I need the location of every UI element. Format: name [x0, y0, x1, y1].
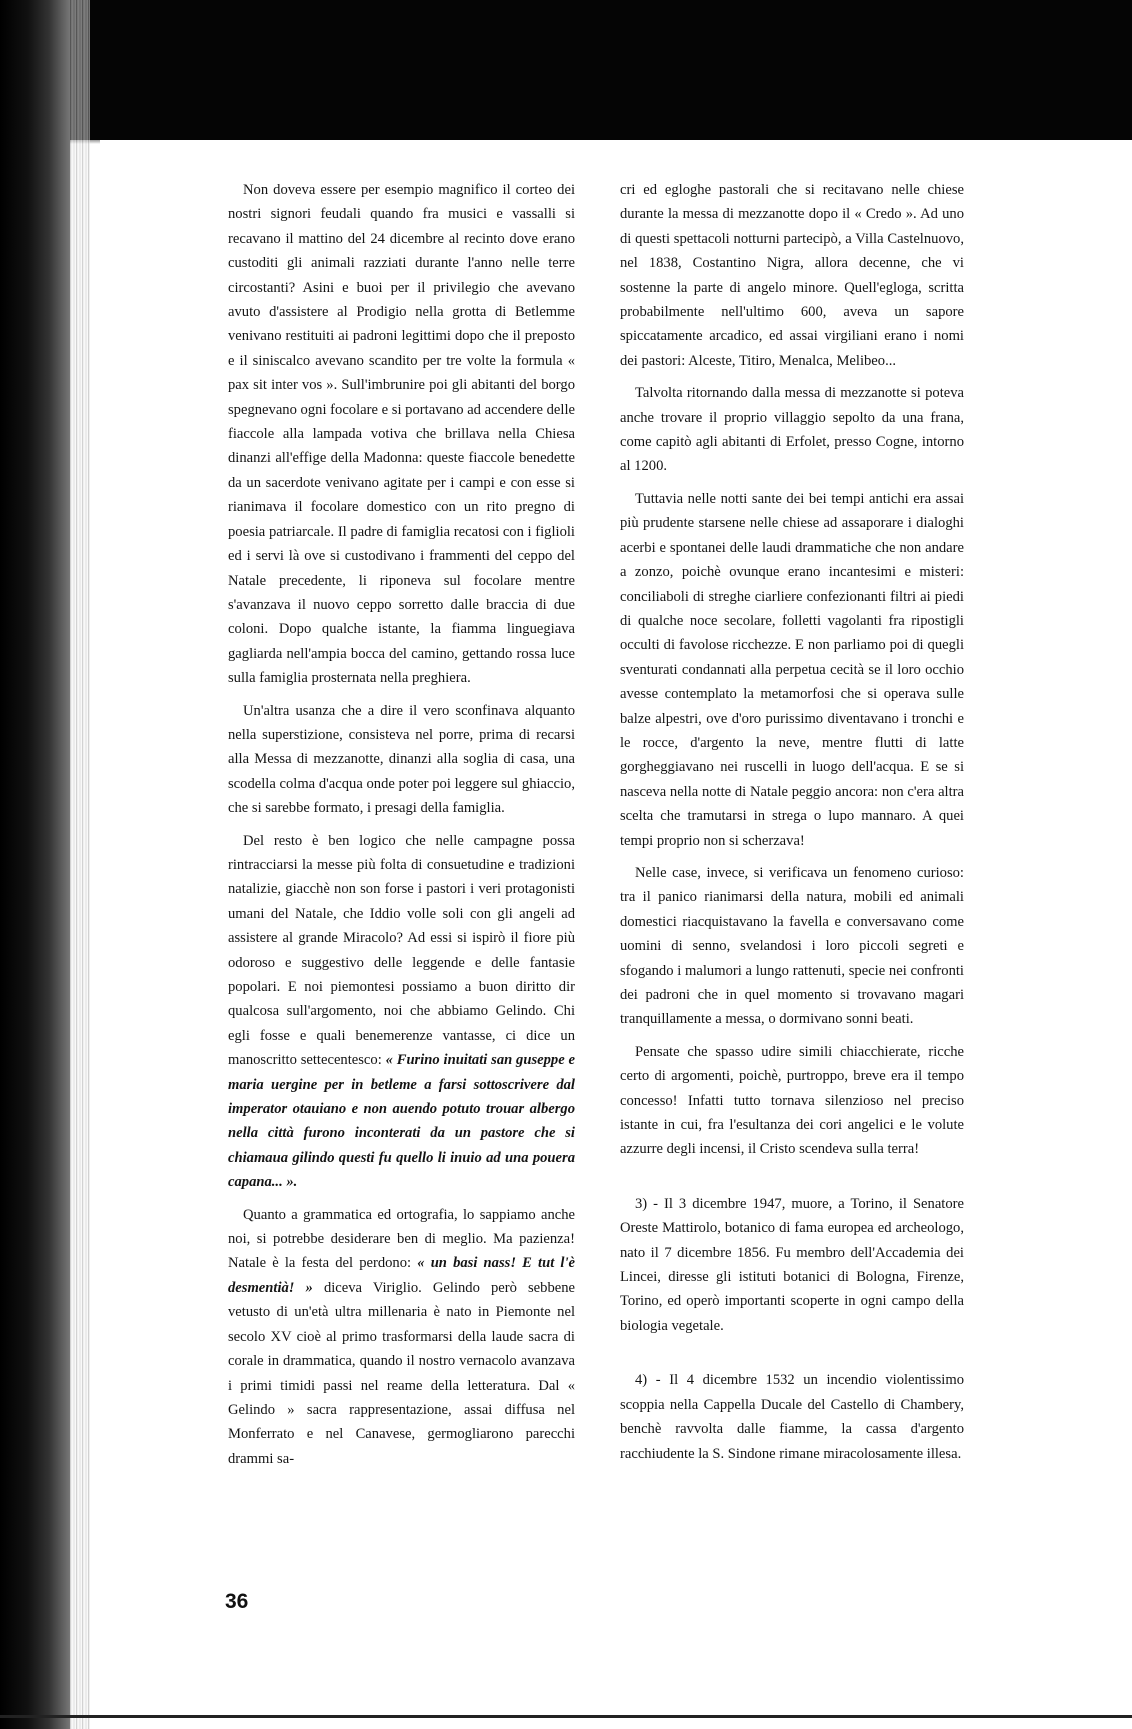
right-text-column — [620, 178, 964, 1474]
paragraph-text: diceva Viriglio. Gelindo però sebbene vetusto di un'età ultra millenaria è nato in Piemonte nel secolo XV cioè al primo trasformarsi della laude sacra di corale in drammatica, quando il nostro vernacolo avanzava i primi timidi passi nel reame della letteratura. Dal « Gelindo » sacra rappresentazione, assai diffusa nel Monferrato e nel Canavese, germogliarono parecchi drammi sa- — [228, 1279, 575, 1467]
scan-top-dark-band — [0, 0, 1132, 140]
footnote: 4) - Il 4 dicembre 1532 un incendio violentissimo scoppia nella Cappella Ducale del Castello di Chambery, benchè ravvolta dalle fiamme, la cassa d'argento racchiudente la S. Sindone rimane miracolosamente illesa. — [620, 1372, 964, 1462]
paragraph: Talvolta ritornando dalla messa di mezzanotte si poteva anche trovare il proprio villaggio sepolto da una frana, come capitò agli abitanti di Erfolet, presso Cogne, intorno al 1200. — [620, 385, 964, 475]
book-spine-edge — [0, 0, 70, 1729]
paragraph: Tuttavia nelle notti sante dei bei tempi antichi era assai più prudente starsene nelle chiese ad assaporare i dialoghi acerbi e spontanei delle laudi drammatiche che non andare a zonzo, poichè ovunque erano incantesimi e misteri: conciliaboli di streghe ciarliere confezionanti filtri ai piedi di qualche noce secolare, folletti vagolanti fra ripostigli occulti di favolose ricchezze. E non parliamo poi di quegli sventurati condannati alla perpetua cecità se il loro occhio avesse contemplato la metamorfosi che si operava sulle balze alpestri, ove d'oro purissimo diventavano i tronchi e le rocce, d'argento la neve, mentre flutti di latte gorgheggiavano nei ruscelli in luogo dell'acqua. E se si nasceva nella notte di Natale peggio ancora: non c'era altra scelta che tramutarsi in strega o lupo mannaro. A quei tempi proprio non si scherzava! — [620, 490, 964, 849]
page-number: 36 — [225, 1590, 249, 1613]
dialect-quote: « un basi nass! E tut l'è desmentià! » — [228, 1255, 575, 1296]
paragraph: Pensate che spasso udire simili chiacchierate, ricche certo di argomenti, poichè, purtroppo, breve era il tempo concesso! Infatti tutto tornava silenzioso nel preciso istante in cui, fra l'esultanza dei cori angelici e le volute azzurre degli incensi, il Cristo scendeva sulla terra! — [620, 1043, 964, 1158]
paragraph-text: Quanto a grammatica ed ortografia, lo sappiamo anche noi, si potrebbe desiderare ben di meglio. Ma pazienza! Natale è la festa del perdono: — [228, 1206, 575, 1272]
manuscript-quote: « Furino inuitati san guseppe e maria uergine per in betleme a farsi sottoscrivere dal imperator otauiano e non auendo potuto trouar albergo nella città furono inconterati da un pastore che si chiamaua gilindo questi fu quello li inuio ad una pouera capana... ». — [228, 1052, 575, 1191]
left-text-column — [228, 178, 575, 1471]
paragraph: Nelle case, invece, si verificava un fenomeno curioso: tra il panico rianimarsi della natura, mobili ed animali domestici riacquistavano la favella e conversavano come uomini di senno, svelandosi i loro piccoli segreti e sfogando i malumori a lungo rattenuti, specie nei confronti dei padroni che in quel momento si trovavano magari tranquillamente a messa, o dormivano sonni beati. — [620, 864, 964, 1028]
book-page — [100, 140, 1132, 1715]
scan-bottom-edge — [0, 1715, 1132, 1718]
paragraph: Non doveva essere per esempio magnifico il corteo dei nostri signori feudali quando fra musici e vassalli si recavano il mattino del 24 dicembre al recinto dove erano custoditi gli animali razziati durante l'anno nelle terre circostanti? Asini e buoi per il privilegio che avevano avuto d'assistere al Prodigio nella grotta di Betlemme venivano restituiti ai padroni legittimi dopo che il preposto e il siniscalco avevano scandito per tre volte la formula « pax sit inter vos ». Sull'imbrunire poi gli abitanti del borgo spegnevano ogni focolare e si portavano ad accendere delle fiaccole alla lampada votiva che brillava nella Chiesa dinanzi all'effige della Madonna: queste fiaccole benedette da un sacerdote venivano agitate per i campi e con esse si rianimava il focolare domestico con un rito pregno di poesia patriarcale. Il padre di famiglia recatosi con i figlioli ed i servi là ove si custodivano i frammenti del ceppo del Natale precedente, li riponeva sul focolare mentre s'avanzava il nuovo ceppo sorretto dalle braccia di due coloni. Dopo qualche istante, la fiamma linguegiava gagliarda nell'ampia bocca del camino, gettando rossa luce sulla famiglia prosternata nella preghiera. — [228, 182, 575, 687]
paragraph-text: Del resto è ben logico che nelle campagne possa rintracciarsi la messe più folta di consuetudine e tradizioni natalizie, giacchè non son forse i pastori i veri protagonisti umani del Natale, che Iddio volle soli con gli angeli ad assistere al grande Miracolo? Ad essi si ispirò il fiore più odoroso e suggestivo delle leggende e delle fantasie popolari. E noi piemontesi possiamo a buon diritto dir qualcosa sull'argomento, noi che abbiamo Gelindo. Chi egli fosse e quali benemerenze vantasse, ci dice un manoscritto settecentesco: — [228, 832, 575, 1069]
paragraph: Un'altra usanza che a dire il vero sconfinava alquanto nella superstizione, consisteva nel porre, prima di recarsi alla Messa di mezzanotte, dinanzi alla soglia di casa, una scodella colma d'acqua onde poter poi leggere sul ghiaccio, che si sarebbe formato, i presagi della famiglia. — [228, 702, 575, 817]
paragraph: cri ed egloghe pastorali che si recitavano nelle chiese durante la messa di mezzanotte dopo il « Credo ». Ad uno di questi spettacoli notturni partecipò, a Villa Castelnuovo, nel 1838, Costantino Nigra, allora decenne, che vi sostenne la parte di angelo minore. Quell'egloga, scritta probabilmente nell'ultimo 600, aveva un sapore spiccatamente arcadico, ed assai virgiliani erano i nomi dei pastori: Alceste, Titiro, Menalca, Melibeo... — [620, 182, 964, 369]
paragraph — [228, 1203, 575, 1471]
footnote: 3) - Il 3 dicembre 1947, muore, a Torino, il Senatore Oreste Mattirolo, botanico di fama europea ed archeologo, nato il 7 dicembre 1856. Fu membro dell'Accademia dei Lincei, diresse gli istituti botanici di Bologna, Firenze, Torino, ed operò importanti scoperte in ogni campo della biologia vegetale. — [620, 1195, 964, 1334]
paragraph — [228, 829, 575, 1195]
